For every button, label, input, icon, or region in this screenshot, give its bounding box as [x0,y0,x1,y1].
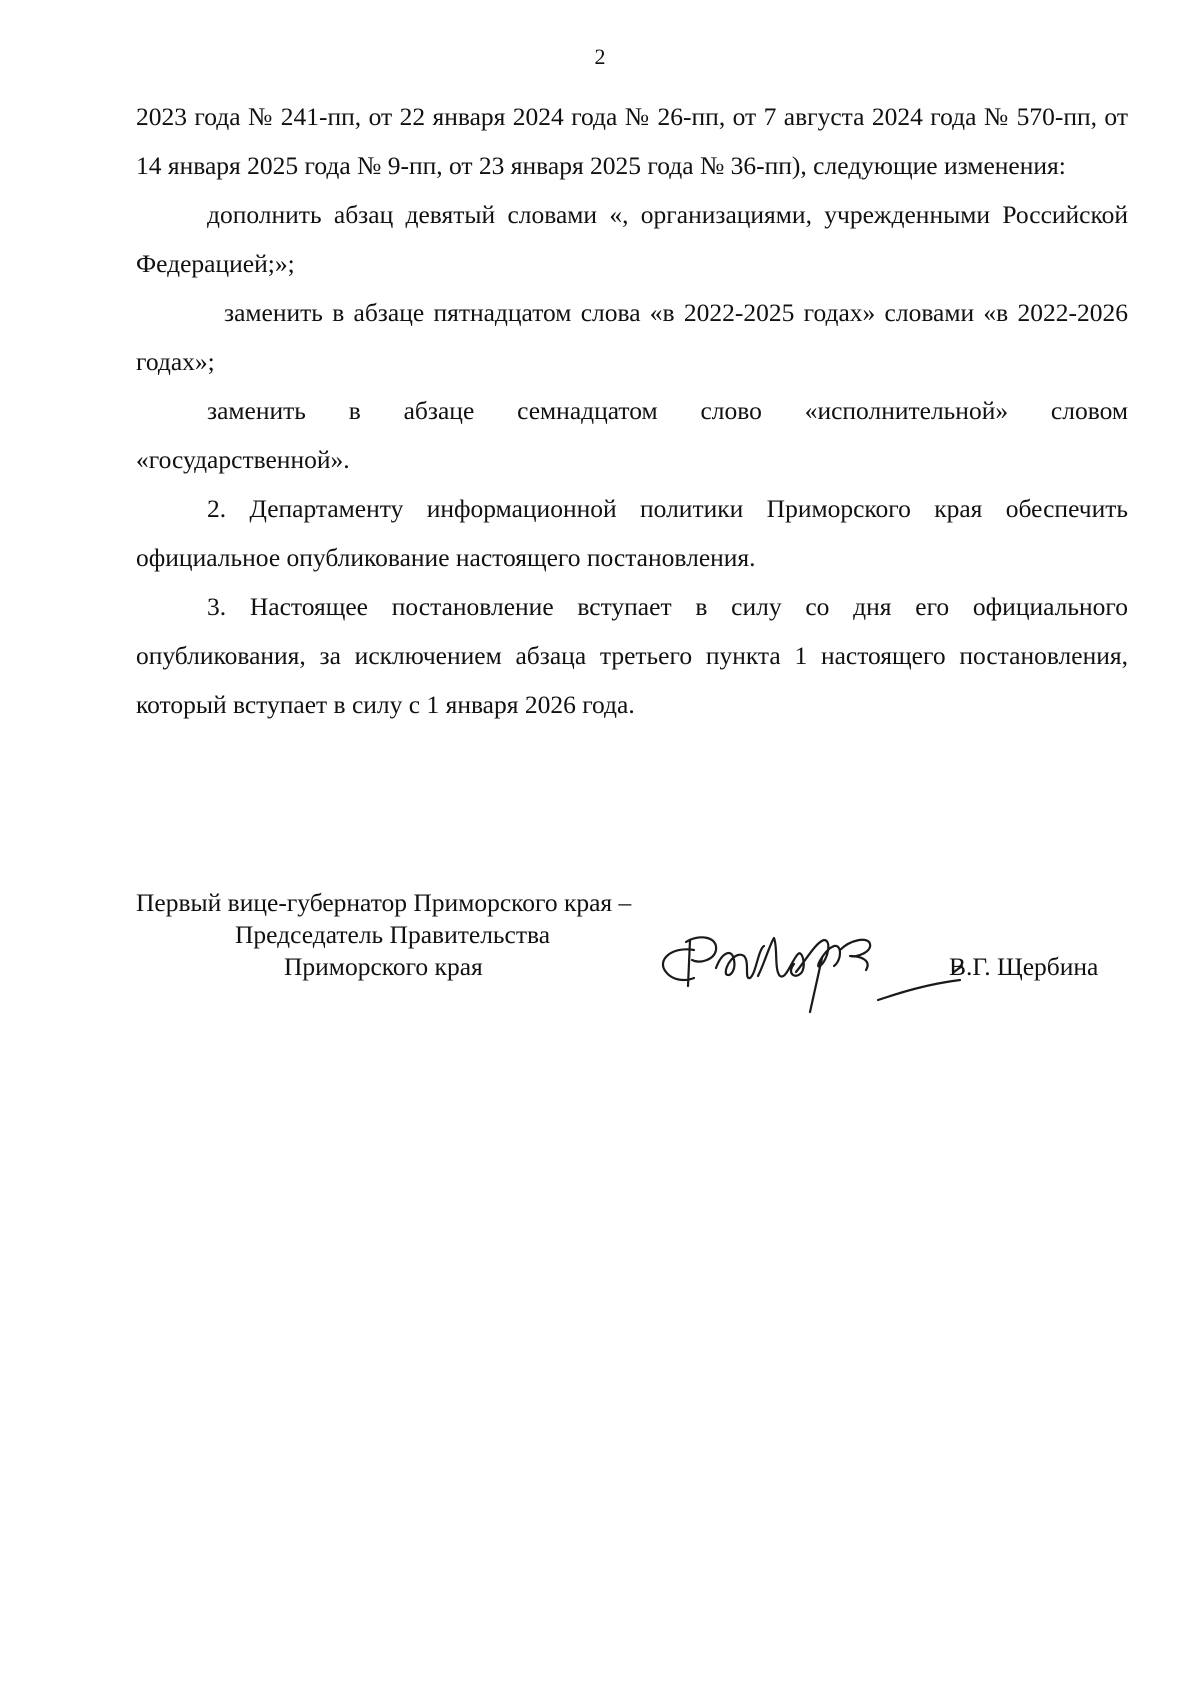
paragraph-amendment-seventeenth: заменить в абзаце семнадцатом слово «исполнительной» словом «государственной». [136,396,1128,474]
signer-position-line: Председатель Правительства [235,920,551,949]
paragraph-amendment-fifteenth: заменить в абзаце пятнадцатом слова «в 2022-2025 годах» словами «в 2022-2026 годах»; [136,298,1128,376]
paragraph-publication: 2. Департаменту информационной политики Приморского края обеспечить официальное опубликование настоящего постановления. [136,494,1128,572]
document-body [136,92,1128,729]
signer-position-line: Первый вице-губернатор Приморского края – [136,888,632,917]
signer-name: В.Г. Щербина [949,952,1099,981]
paragraph-amendment-ninth: дополнить абзац девятый словами «, организациями, учрежденными Российской Федерацией;»; [136,200,1128,278]
page-number: 2 [594,44,606,69]
signer-position-line: Приморского края [284,952,483,981]
paragraph-amendment-list: 2023 года № 241-пп, от 22 января 2024 года № 26-пп, от 7 августа 2024 года № 570-пп, от 14 января 2025 года № 9-пп, от 23 января 2025 года № 36-пп), следующие изменения: [136,102,1128,180]
handwritten-signature [646,920,996,1015]
signature-block [136,888,1136,1028]
paragraph-effective-date: 3. Настоящее постановление вступает в силу со дня его официального опубликования, за исключением абзаца третьего пункта 1 настоящего постановления, который вступает в силу с 1 января 2026 года. [136,592,1128,719]
